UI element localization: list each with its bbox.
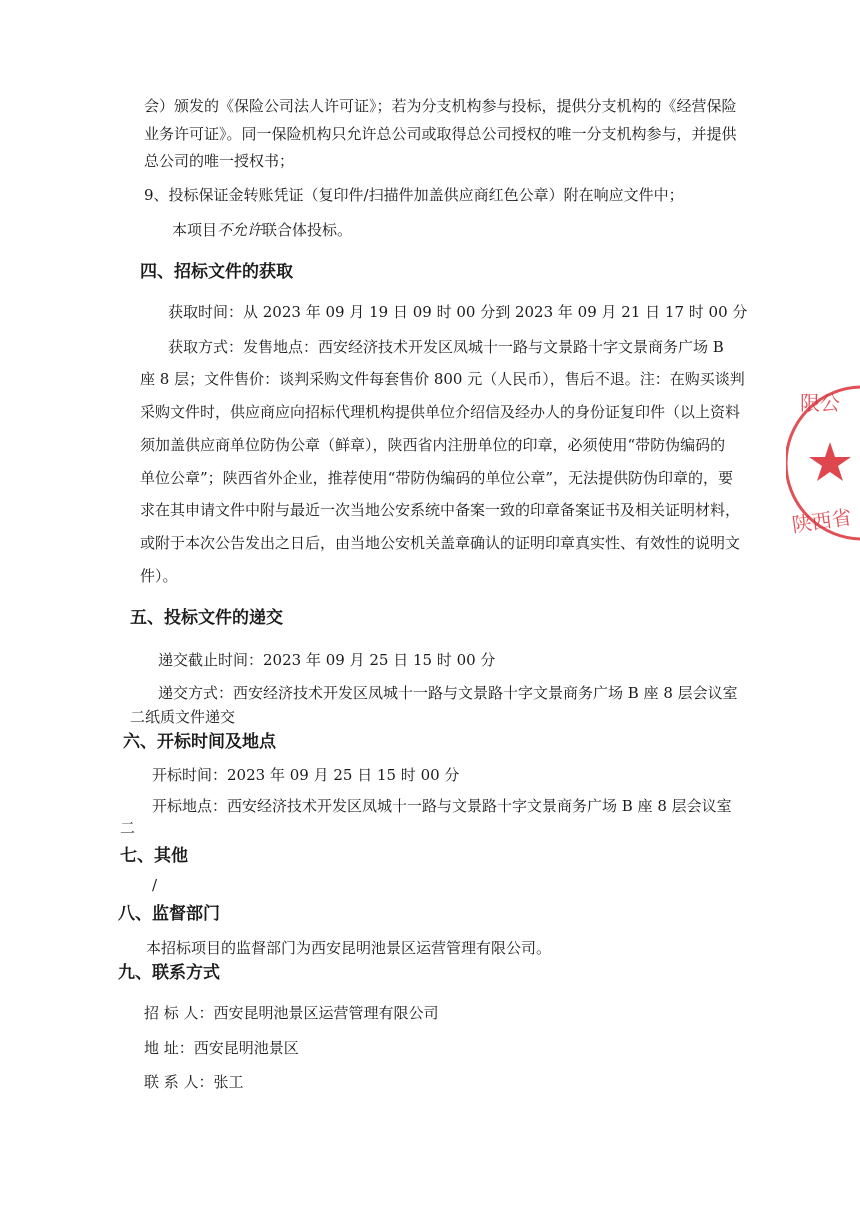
submission-deadline: 递交截止时间：2023 年 09 月 25 日 15 时 00 分 (158, 651, 496, 669)
opening-place: 二 (120, 819, 136, 837)
section-heading-9: 九、联系方式 (118, 963, 220, 983)
submission-method: 二纸质文件递交 (130, 708, 236, 726)
acquisition-time: 获取时间：从 2023 年 09 月 19 日 09 时 00 分到 2023 年 09 月 21 日 17 时 00 分 (168, 303, 748, 321)
section-heading-4: 四、招标文件的获取 (140, 262, 293, 282)
acquisition-method: 单位公章”；陕西省外企业，推荐使用“带防伪编码的单位公章”，无法提供防伪印章的，要 (140, 469, 734, 487)
acquisition-method: 座 8 层；文件售价：谈判采购文件每套售价 800 元（人民币），售后不退。注：在购买谈判 (140, 370, 745, 388)
consortium-pre: 本项目 (172, 221, 218, 239)
opening-place: 开标地点：西安经济技术开发区凤城十一路与文景路十字文景商务广场 B 座 8 层会议室 (152, 797, 732, 815)
acquisition-method: 件）。 (140, 567, 178, 585)
acquisition-method: 须加盖供应商单位防伪公章（鲜章），陕西省内注册单位的印章，必须使用“带防伪编码的 (140, 436, 726, 454)
acquisition-method: 求在其申请文件中附与最近一次当地公安系统中备案一致的印章备案证书及相关证明材料， (140, 501, 741, 519)
acquisition-method: 或附于本次公告发出之日后，由当地公安机关盖章确认的证明印章真实性、有效性的说明文 (140, 534, 741, 552)
consortium-note (172, 220, 352, 240)
acquisition-method: 获取方式：发售地点：西安经济技术开发区凤城十一路与文景路十字文景商务广场 B (168, 338, 724, 356)
paragraph-line: 会）颁发的《保险公司法人许可证》；若为分支机构参与投标，提供分支机构的《经营保险 (144, 97, 737, 115)
opening-time: 开标时间：2023 年 09 月 25 日 15 时 00 分 (152, 766, 460, 784)
other-content: / (152, 876, 158, 894)
section-heading-7: 七、其他 (120, 846, 188, 866)
submission-method: 递交方式：西安经济技术开发区凤城十一路与文景路十字文景商务广场 B 座 8 层会议室 (158, 684, 738, 702)
consortium-emphasis: 不允许 (217, 221, 263, 239)
contact-bidder: 招 标 人：西安昆明池景区运营管理有限公司 (144, 1004, 439, 1022)
supervision-content: 本招标项目的监督部门为西安昆明池景区运营管理有限公司。 (146, 939, 552, 957)
section-heading-8: 八、监督部门 (118, 904, 220, 924)
consortium-post: 联合体投标。 (262, 221, 353, 239)
svg-text:陕西省: 陕西省 (790, 504, 854, 538)
seal-stamp-icon (786, 378, 860, 548)
paragraph-line: 业务许可证》。同一保险机构只允许总公司或取得总公司授权的唯一分支机构参与，并提供 (144, 125, 737, 143)
contact-address: 地 址：西安昆明池景区 (144, 1039, 299, 1057)
contact-person: 联 系 人：张工 (144, 1073, 244, 1091)
paragraph-line: 总公司的唯一授权书； (144, 152, 295, 170)
section-heading-5: 五、投标文件的递交 (130, 608, 283, 628)
company-seal (786, 378, 860, 548)
list-item-9: 9、投标保证金转账凭证（复印件/扫描件加盖供应商红色公章）附在响应文件中； (144, 186, 684, 204)
section-heading-6: 六、开标时间及地点 (123, 732, 276, 752)
acquisition-method: 采购文件时，供应商应向招标代理机构提供单位介绍信及经办人的身份证复印件（以上资料 (140, 403, 741, 421)
svg-text:限公: 限公 (800, 391, 840, 415)
